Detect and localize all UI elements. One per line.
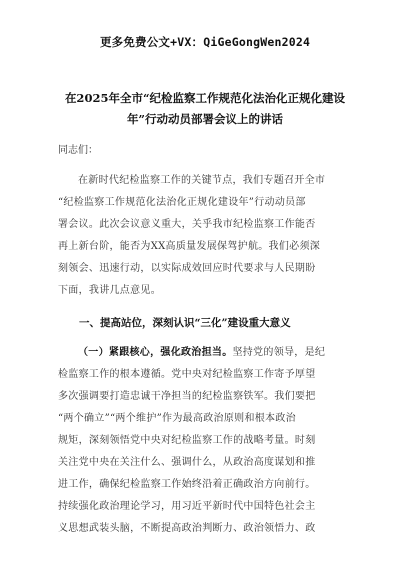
paragraph-line: 规矩，深刻领悟党中央对纪检监察工作的战略考量。时刻 xyxy=(58,435,316,446)
paragraph-line: 持续强化政治理论学习，用习近平新时代中国特色社会主 xyxy=(58,501,316,512)
paragraph-line: 关注党中央在关注什么、强调什么，从政治高度谋划和推 xyxy=(58,457,316,468)
watermark-text: 更多免费公文+VX：QiGeGongWen2024 xyxy=(99,35,311,49)
section-heading: 一、提高站位，深刻认识“三化”建设重大意义 xyxy=(79,317,291,329)
paragraph-line: 刻领会、迅速行动，以实际成效回应时代要求与人民期盼 xyxy=(58,263,316,274)
paragraph-line: 多次强调要打造忠诚干净担当的纪检监察铁军。我们要把 xyxy=(58,391,316,402)
paragraph-line: 再上新台阶，能否为XX高质量发展保驾护航。我们必须深 xyxy=(58,241,321,252)
paragraph-line: 检监察工作的根本遵循。党中央对纪检监察工作寄予厚望 xyxy=(58,369,316,380)
paragraph-line: 进工作，确保纪检监察工作始终沿着正确政治方向前行。 xyxy=(58,479,316,490)
paragraph-line: “两个确立”“两个维护”作为最高政治原则和根本政治 xyxy=(58,413,296,424)
intro-paragraph xyxy=(58,170,352,302)
subsection-lead-text: 坚持党的领导，是纪 xyxy=(232,347,326,358)
paragraph-line: 下面，我讲几点意见。 xyxy=(58,285,161,296)
subsection-paragraph xyxy=(58,342,352,540)
paragraph-line: “纪检监察工作规范化法治化正规化建设年”行动动员部 xyxy=(58,197,306,208)
salutation: 同志们： xyxy=(58,145,98,156)
paragraph-line: 署会议。此次会议意义重大，关乎我市纪检监察工作能否 xyxy=(58,219,316,230)
paragraph-line: 义思想武装头脑，不断提高政治判断力、政治领悟力、政 xyxy=(58,523,316,534)
paragraph-line: 在新时代纪检监察工作的关键节点，我们专题召开全市 xyxy=(78,175,326,186)
paragraph-line xyxy=(58,342,352,364)
document-title xyxy=(58,88,352,130)
subsection-heading: （一）紧跟核心，强化政治担当。 xyxy=(78,347,233,358)
title-line-1: 在2025年全市“纪检监察工作规范化法治化正规化建设 xyxy=(64,91,346,105)
title-line-2: 年”行动动员部署会议上的讲话 xyxy=(126,112,284,126)
